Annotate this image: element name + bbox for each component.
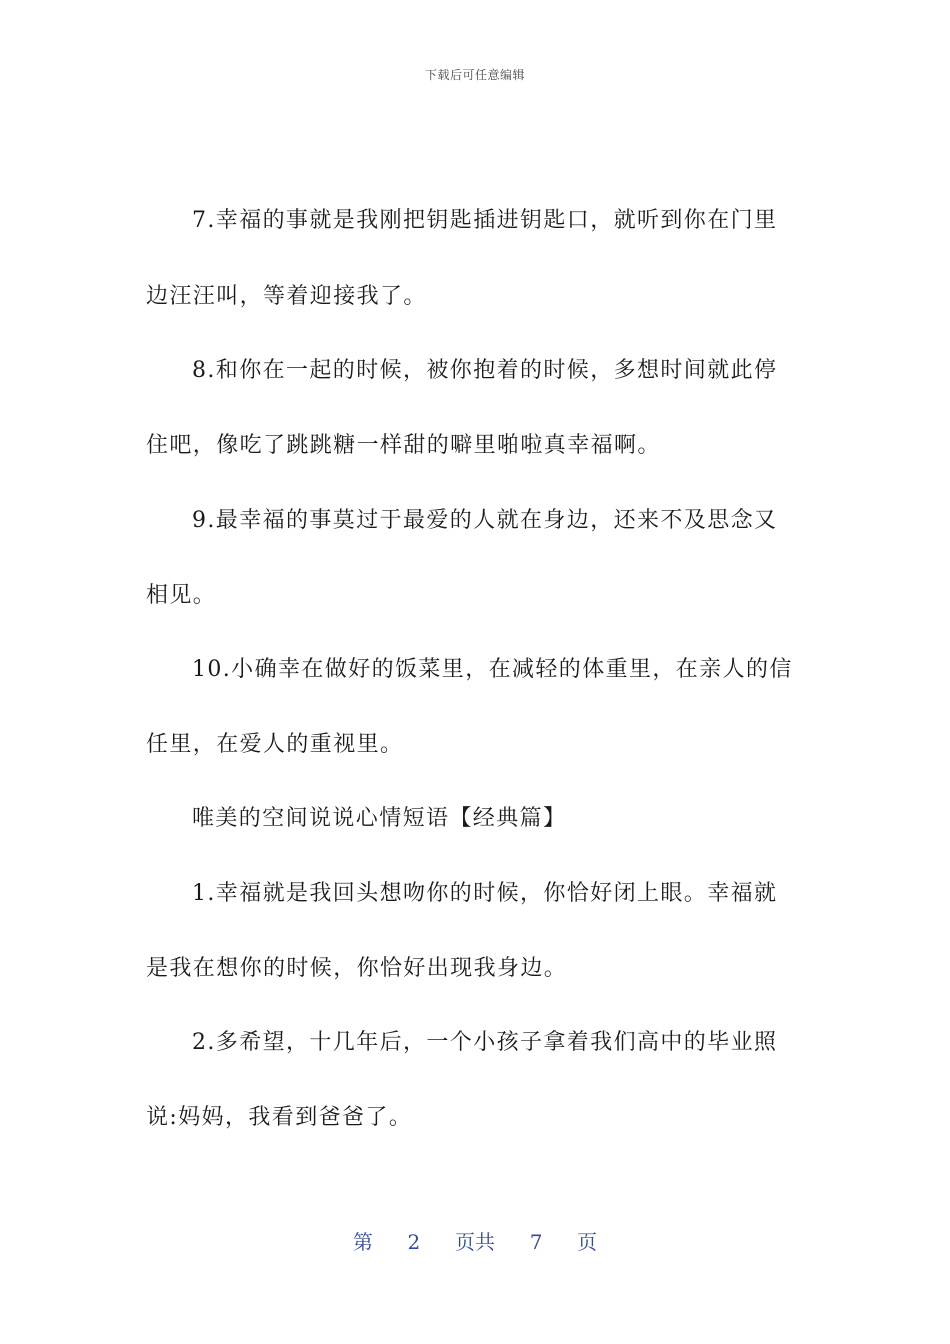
text-line-item9-b: 相见。 <box>146 583 217 608</box>
text-line-item10-b: 任里，在爱人的重视里。 <box>146 732 404 757</box>
section-heading: 唯美的空间说说心情短语【经典篇】 <box>192 806 567 831</box>
page-footer <box>0 1226 950 1255</box>
page-header-note: 下载后可任意编辑 <box>424 68 525 82</box>
text-line-item8-b: 住吧，像吃了跳跳糖一样甜的噼里啪啦真幸福啊。 <box>146 433 661 458</box>
text-line-item7-a: 7.幸福的事就是我刚把钥匙插进钥匙口，就听到你在门里 <box>192 208 778 233</box>
footer-suffix: 页 <box>577 1230 598 1254</box>
text-line-s2-b: 说:妈妈，我看到爸爸了。 <box>146 1105 413 1130</box>
text-line-s2-a: 2.多希望，十几年后，一个小孩子拿着我们高中的毕业照 <box>192 1030 778 1055</box>
text-line-item9-a: 9.最幸福的事莫过于最爱的人就在身边，还来不及思念又 <box>192 508 778 533</box>
text-line-s1-b: 是我在想你的时候，你恰好出现我身边。 <box>146 956 568 981</box>
text-line-item10-a: 10.小确幸在做好的饭菜里，在减轻的体重里，在亲人的信 <box>192 657 793 682</box>
text-line-s1-a: 1.幸福就是我回头想吻你的时候，你恰好闭上眼。幸福就 <box>192 881 778 906</box>
footer-prefix: 第 <box>352 1230 373 1254</box>
footer-total-pages: 7 <box>529 1230 543 1254</box>
text-line-item7-b: 边汪汪叫，等着迎接我了。 <box>146 284 427 309</box>
footer-current-page: 2 <box>407 1230 421 1254</box>
footer-mid: 页共 <box>455 1230 495 1254</box>
text-line-item8-a: 8.和你在一起的时候，被你抱着的时候，多想时间就此停 <box>192 358 778 383</box>
